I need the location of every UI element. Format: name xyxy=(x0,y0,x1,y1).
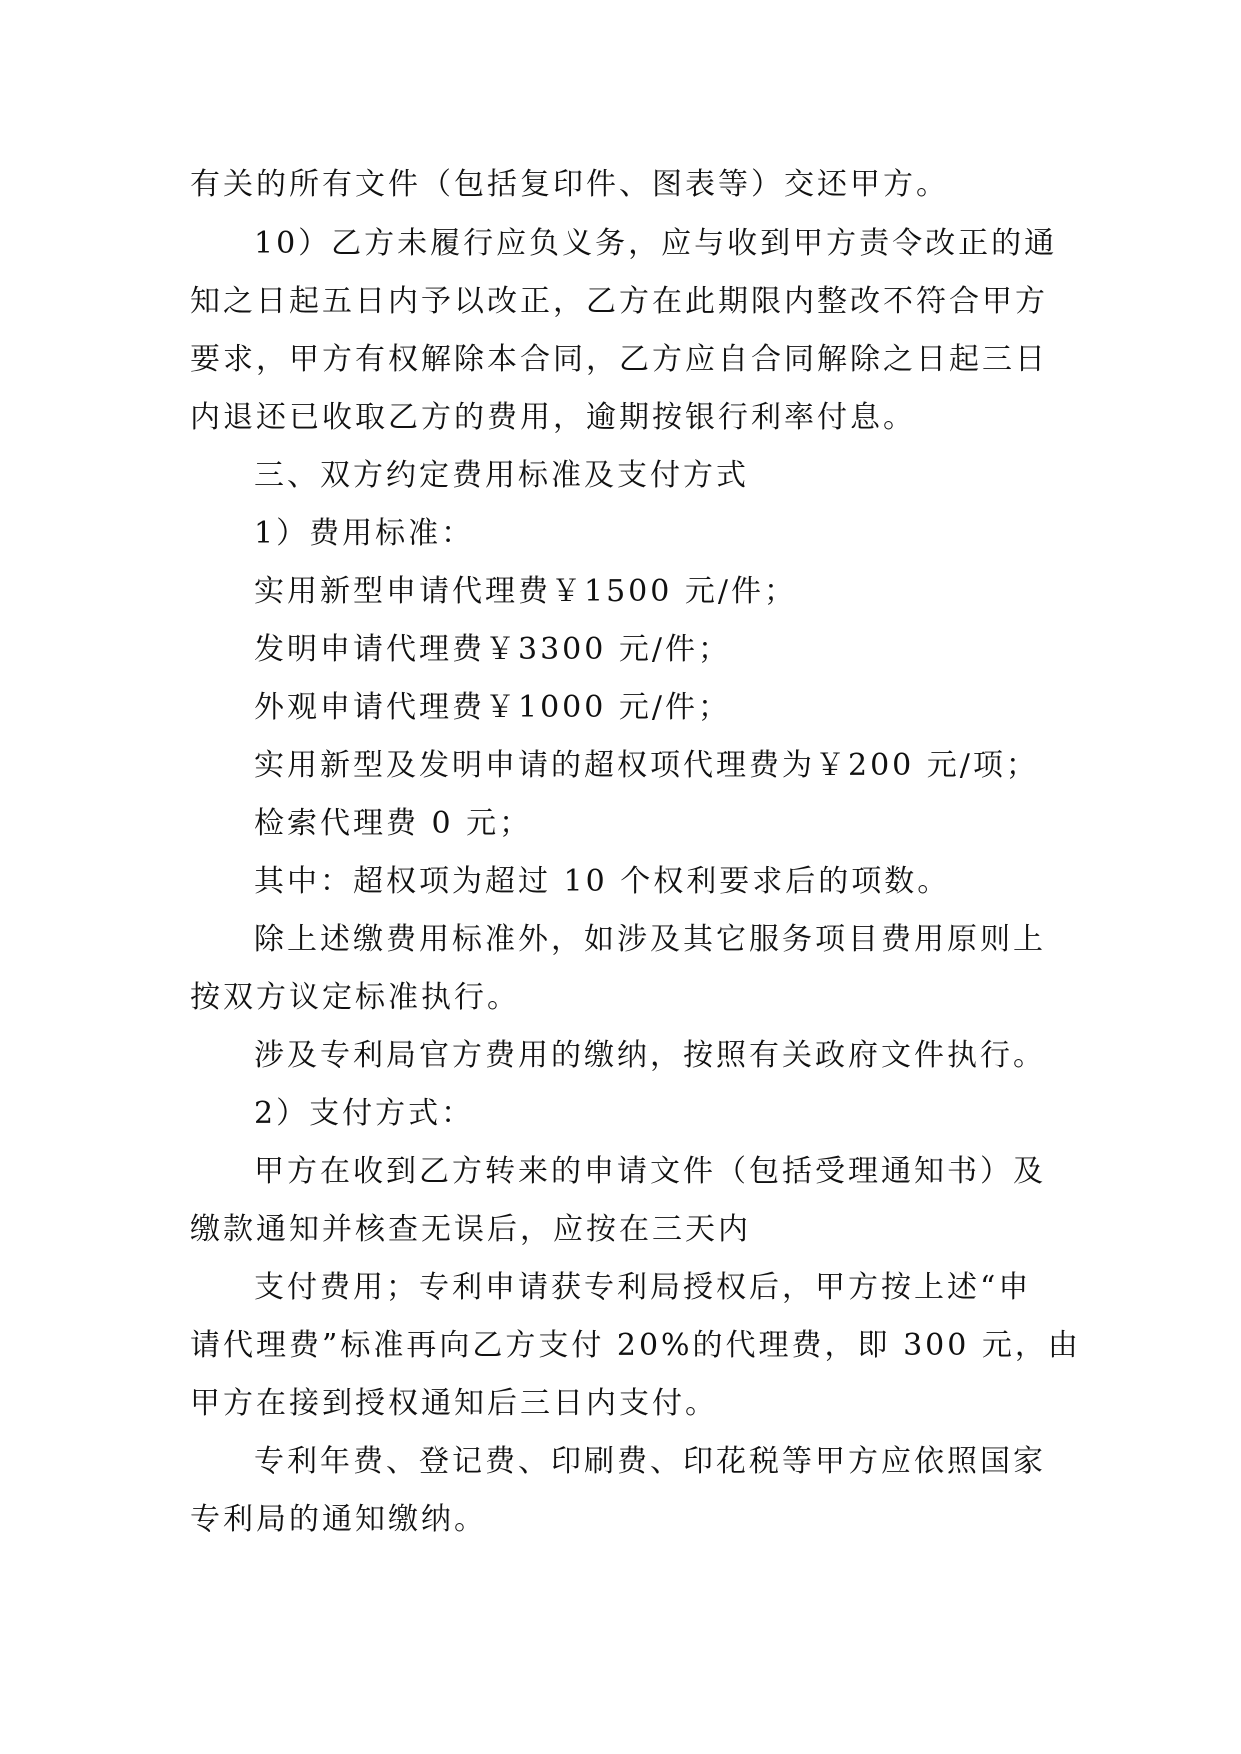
text-line-2: 10）乙方未履行应负义务，应与收到甲方责令改正的通 xyxy=(254,226,1058,261)
fee-item-invention: 发明申请代理费￥3300 元/件； xyxy=(254,632,731,667)
text-line-1: 有关的所有文件（包括复印件、图表等）交还甲方。 xyxy=(190,167,949,202)
text-line-23: 专利年费、登记费、印刷费、印花税等甲方应依照国家 xyxy=(254,1444,1046,1479)
text-line-18: 甲方在收到乙方转来的申请文件（包括受理通知书）及 xyxy=(254,1154,1046,1189)
text-line-4: 要求，甲方有权解除本合同，乙方应自合同解除之日起三日 xyxy=(190,342,1048,377)
section-heading: 三、双方约定费用标准及支付方式 xyxy=(254,458,749,493)
subheading-fee-standard: 1）费用标准： xyxy=(254,516,475,551)
fee-item-search: 检索代理费 0 元； xyxy=(254,806,533,841)
text-line-20: 支付费用；专利申请获专利局授权后，甲方按上述“申 xyxy=(254,1270,1032,1305)
text-line-5: 内退还已收取乙方的费用，逾期按银行利率付息。 xyxy=(190,400,916,435)
fee-item-excess-claims: 实用新型及发明申请的超权项代理费为￥200 元/项； xyxy=(254,748,1039,783)
text-line-14: 除上述缴费用标准外，如涉及其它服务项目费用原则上 xyxy=(254,922,1046,957)
text-line-16: 涉及专利局官方费用的缴纳，按照有关政府文件执行。 xyxy=(254,1038,1046,1073)
text-line-24: 专利局的通知缴纳。 xyxy=(190,1502,487,1537)
text-line-21: 请代理费”标准再向乙方支付 20%的代理费，即 300 元，由 xyxy=(190,1328,1081,1363)
fee-item-utility-model: 实用新型申请代理费￥1500 元/件； xyxy=(254,574,797,609)
subheading-payment-method: 2）支付方式： xyxy=(254,1096,475,1131)
note-excess-claims: 其中：超权项为超过 10 个权利要求后的项数。 xyxy=(254,864,951,899)
text-line-22: 甲方在接到授权通知后三日内支付。 xyxy=(190,1386,718,1421)
text-line-3: 知之日起五日内予以改正，乙方在此期限内整改不符合甲方 xyxy=(190,284,1048,319)
fee-item-design: 外观申请代理费￥1000 元/件； xyxy=(254,690,731,725)
text-line-15: 按双方议定标准执行。 xyxy=(190,980,520,1015)
text-line-19: 缴款通知并核查无误后，应按在三天内 xyxy=(190,1212,751,1247)
